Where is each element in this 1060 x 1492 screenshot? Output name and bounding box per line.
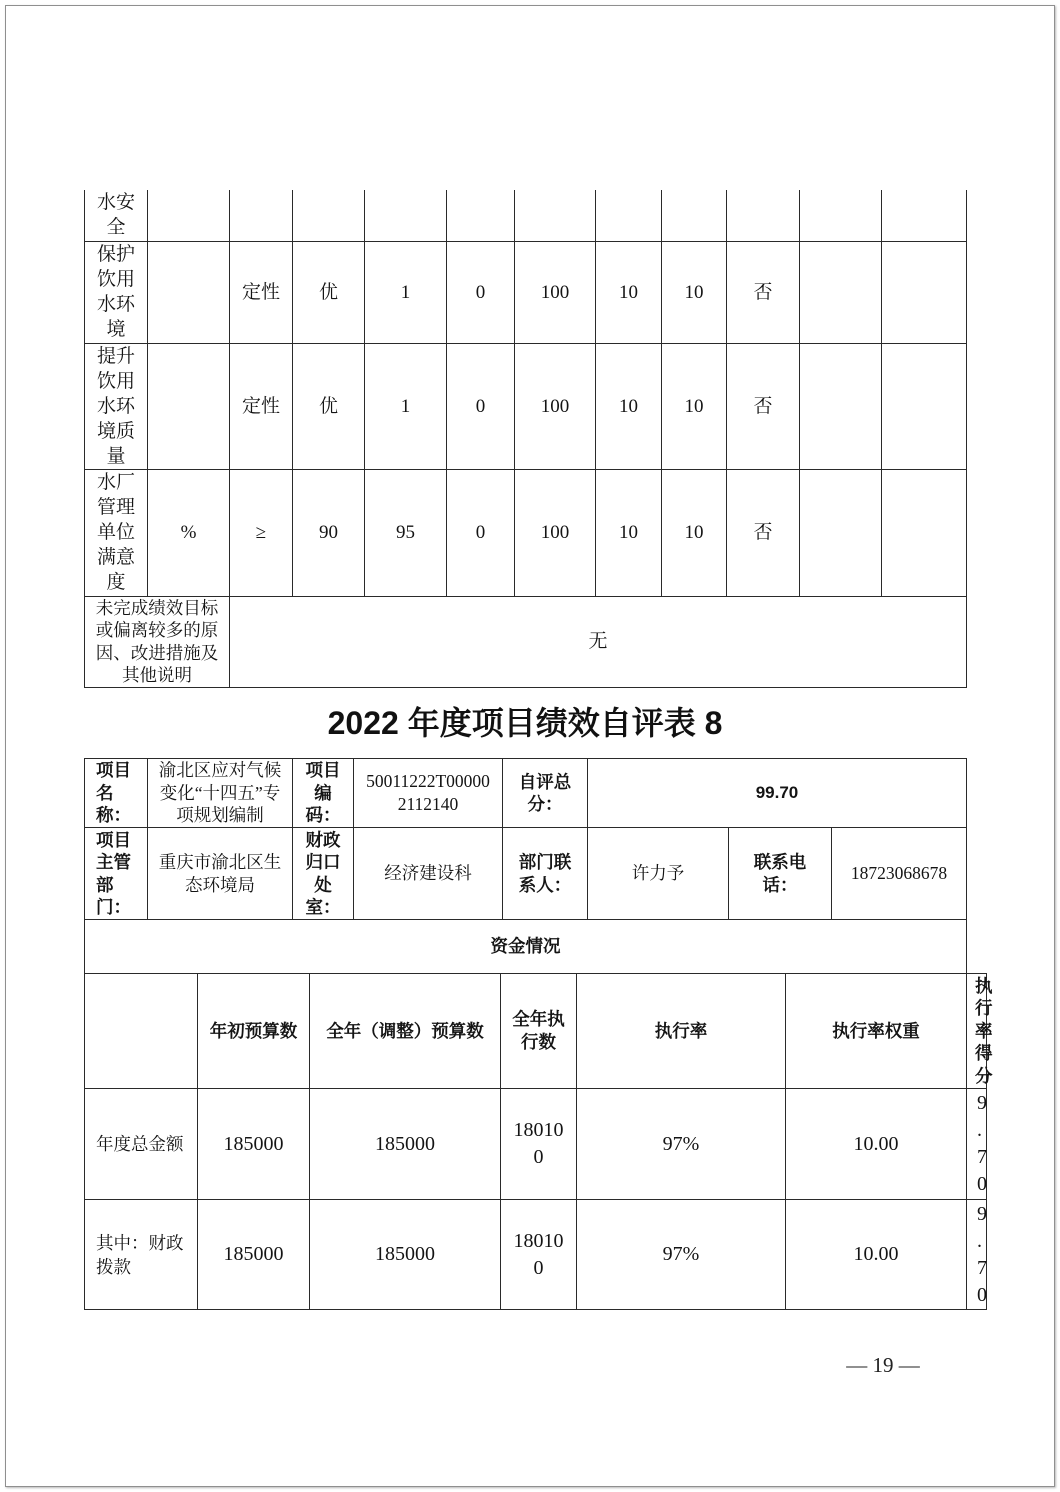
project-code-cell [354,759,503,828]
table-cell [967,1089,987,1200]
table-cell: 90 [293,469,365,596]
project-name-label-cell [85,759,148,828]
project-info-row [85,828,967,920]
table-cell [515,190,596,241]
column-header: 年初预算数 [198,974,310,1089]
finance-office-label: 财政归口处室： [305,829,341,917]
table-cell: 10 [596,343,662,469]
remarks-value: 无 [230,596,967,687]
table-cell: 0 [447,241,515,343]
dept-cell [148,828,293,920]
table-cell: 185000 [310,1089,501,1200]
table-cell [596,190,662,241]
finance-office-value: 经济建设科 [354,828,503,920]
indicator-row [85,190,967,241]
table-cell [148,241,230,343]
table-cell [501,1200,577,1310]
column-header: 执行率权重 [786,974,967,1089]
table-cell [800,469,882,596]
table-cell: 10 [662,241,727,343]
indicator-row [85,241,967,343]
phone-label-cell [729,828,832,920]
contact-value: 许力予 [588,828,729,920]
project-name-value: 渝北区应对气候变化“十四五”专项规划编制 [158,760,282,826]
table-cell: 优 [293,343,365,469]
table-cell [148,190,230,241]
indicator-name: 水厂管理单位满意度 [96,472,135,593]
indicator-name: 提升饮用水环境质量 [96,345,135,467]
project-name-label: 项目名称： [96,760,131,826]
remarks-label: 未完成绩效目标或偏离较多的原因、改进措施及其他说明 [95,597,219,685]
funds-section-row [85,919,967,973]
contact-label: 部门联系人： [518,852,572,895]
execution-score: 9.70 [977,1202,987,1306]
indicator-name-cell [85,469,148,596]
dept-label-cell [85,828,148,920]
dept-label: 项目主管部门： [96,829,131,917]
self-score-label-cell [503,759,588,828]
self-score-label: 自评总分： [518,771,572,814]
column-header-cell [967,974,993,1089]
table-cell: 否 [727,343,800,469]
executed-amount: 180100 [513,1229,564,1279]
finance-office-label-cell [293,828,354,920]
column-header-cell [501,974,577,1089]
funds-section-title: 资金情况 [85,919,967,973]
clipped-column [967,1201,986,1309]
table-cell: % [148,469,230,596]
table-cell: 10 [596,241,662,343]
project-code-label-cell [293,759,354,828]
project-name-cell [148,759,293,828]
table-cell: 10 [662,469,727,596]
column-header: 全年（调整）预算数 [310,974,501,1089]
table-cell: 97% [577,1200,786,1310]
table-cell [293,190,365,241]
table-cell: 100 [515,241,596,343]
column-header: 执行率 [577,974,786,1089]
form-title: 2022 年度项目绩效自评表 8 [327,705,723,741]
contact-label-cell [503,828,588,920]
indicator-name-cell [85,343,148,469]
table-cell [882,241,967,343]
table-cell [800,241,882,343]
self-score-value: 99.70 [588,759,967,828]
table-cell [365,190,447,241]
column-header [85,974,198,1089]
table-cell: 10 [596,469,662,596]
table-cell [800,190,882,241]
table-cell: 1 [365,343,447,469]
table-cell: 10 [662,343,727,469]
executed-amount: 180100 [513,1119,564,1168]
table-cell [882,190,967,241]
clipped-column [967,1090,986,1198]
table-cell [727,190,800,241]
table-cell: 优 [293,241,365,343]
row-label: 其中：财政拨款 [96,1232,184,1277]
clipped-column [967,975,993,1088]
table-cell: 否 [727,469,800,596]
page-number: — 19 — [846,1353,920,1377]
project-code-value: 50011222T000002112140 [366,771,490,814]
table-cell [882,343,967,469]
table-cell [148,343,230,469]
execution-score: 9.70 [977,1092,987,1195]
table-row [85,1200,987,1310]
funds-header-row [85,974,987,1089]
table-cell: 185000 [310,1200,501,1310]
table-row [85,1089,987,1200]
table-cell [882,469,967,596]
table-cell [501,1089,577,1200]
row-label: 年度总金额 [85,1089,198,1200]
table-cell: 185000 [198,1200,310,1310]
project-code-label: 项目编码： [305,760,341,826]
table-cell: 0 [447,343,515,469]
table-cell: 100 [515,469,596,596]
table-cell [800,343,882,469]
funds-section-header [84,919,967,974]
indicator-row [85,469,967,596]
dept-value: 重庆市渝北区生态环境局 [158,852,282,895]
table-cell [230,190,293,241]
indicator-name-cell [85,241,148,343]
table-cell: ≥ [230,469,293,596]
funds-table [84,973,993,1310]
row-label-cell [85,1200,198,1310]
column-header: 执行率得分 [975,975,993,1086]
phone-value: 18723068678 [832,828,967,920]
table-cell: 否 [727,241,800,343]
project-info-row [85,759,967,828]
indicator-name: 保护饮用水环境 [96,244,135,340]
table-cell: 0 [447,469,515,596]
column-header: 全年执行数 [512,1009,565,1052]
table-cell [967,1200,987,1310]
table-cell: 定性 [230,241,293,343]
table-cell: 定性 [230,343,293,469]
table-cell [662,190,727,241]
indicator-row [85,343,967,469]
indicator-table-continued [84,190,967,688]
table-cell: 185000 [198,1089,310,1200]
remarks-label-cell [85,596,230,687]
table-cell: 100 [515,343,596,469]
table-cell: 95 [365,469,447,596]
table-cell: 10.00 [786,1200,967,1310]
project-info-table [84,758,967,920]
indicator-name: 水安全 [96,192,135,239]
indicator-name-cell [85,190,148,241]
remarks-row [85,596,967,687]
table-cell [447,190,515,241]
table-cell: 1 [365,241,447,343]
phone-label: 联系电话： [753,852,807,895]
table-cell: 10.00 [786,1089,967,1200]
table-cell: 97% [577,1089,786,1200]
